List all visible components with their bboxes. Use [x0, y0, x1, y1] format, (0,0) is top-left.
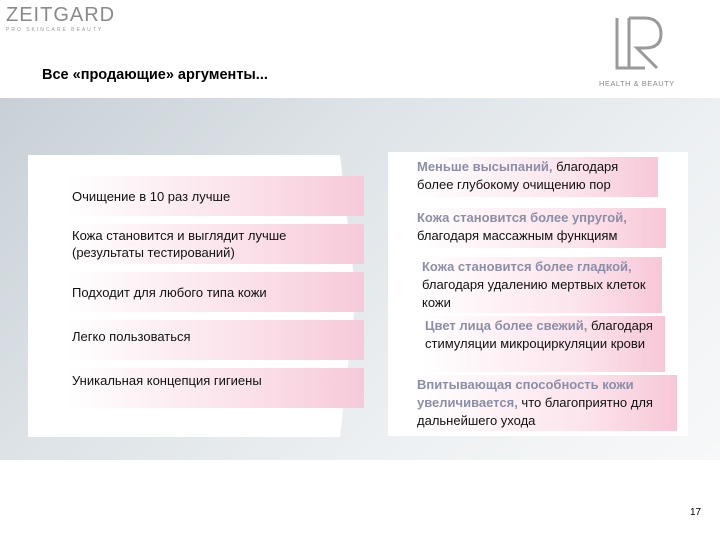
right-item-4-highlight: Цвет лица более свежий, [425, 318, 588, 333]
zeitgard-logo-mark: ZEITGARD [6, 4, 116, 26]
zeitgard-logo-tagline: PRO SKINCARE BEAUTY [6, 27, 104, 33]
right-item-2 [413, 208, 666, 248]
zeitgard-logo [6, 5, 115, 33]
page-number: 17 [690, 507, 702, 518]
right-item-3-text: благодаря удалению мертвых клеток кожи [422, 277, 646, 310]
left-item-4: Легко пользоваться [66, 320, 364, 360]
left-arguments-panel [28, 155, 348, 437]
right-item-4-text: благодаря стимуляции микроциркуляции крови [425, 318, 653, 351]
left-item-2: Кожа становится и выглядит лучше (результаты тестирований) [66, 224, 364, 264]
right-item-1-text: благодаря более глубокому очищению пор [417, 159, 619, 192]
right-item-5 [413, 375, 677, 431]
lr-tagline: HEALTH & BEAUTY [599, 79, 675, 88]
right-item-4 [421, 316, 665, 372]
left-item-5: Уникальная концепция гигиены [66, 368, 364, 408]
lr-logo [595, 14, 675, 72]
right-item-3 [418, 257, 662, 313]
right-item-1-highlight: Меньше высыпаний, [417, 159, 553, 174]
right-item-1 [413, 157, 658, 197]
right-item-3-highlight: Кожа становится более гладкой, [422, 259, 632, 274]
right-item-2-text: благодаря массажным функциям [417, 228, 618, 243]
right-item-2-highlight: Кожа становится более упругой, [417, 210, 627, 225]
right-item-5-highlight: Впитывающая способность кожи увеличивается, [417, 377, 634, 410]
page-title: Все «продающие» аргументы... [42, 67, 268, 83]
left-item-1: Очищение в 10 раз лучше [66, 176, 364, 216]
right-item-5-text: что благоприятно для дальнейшего ухода [417, 395, 653, 428]
left-item-3: Подходит для любого типа кожи [66, 272, 364, 312]
